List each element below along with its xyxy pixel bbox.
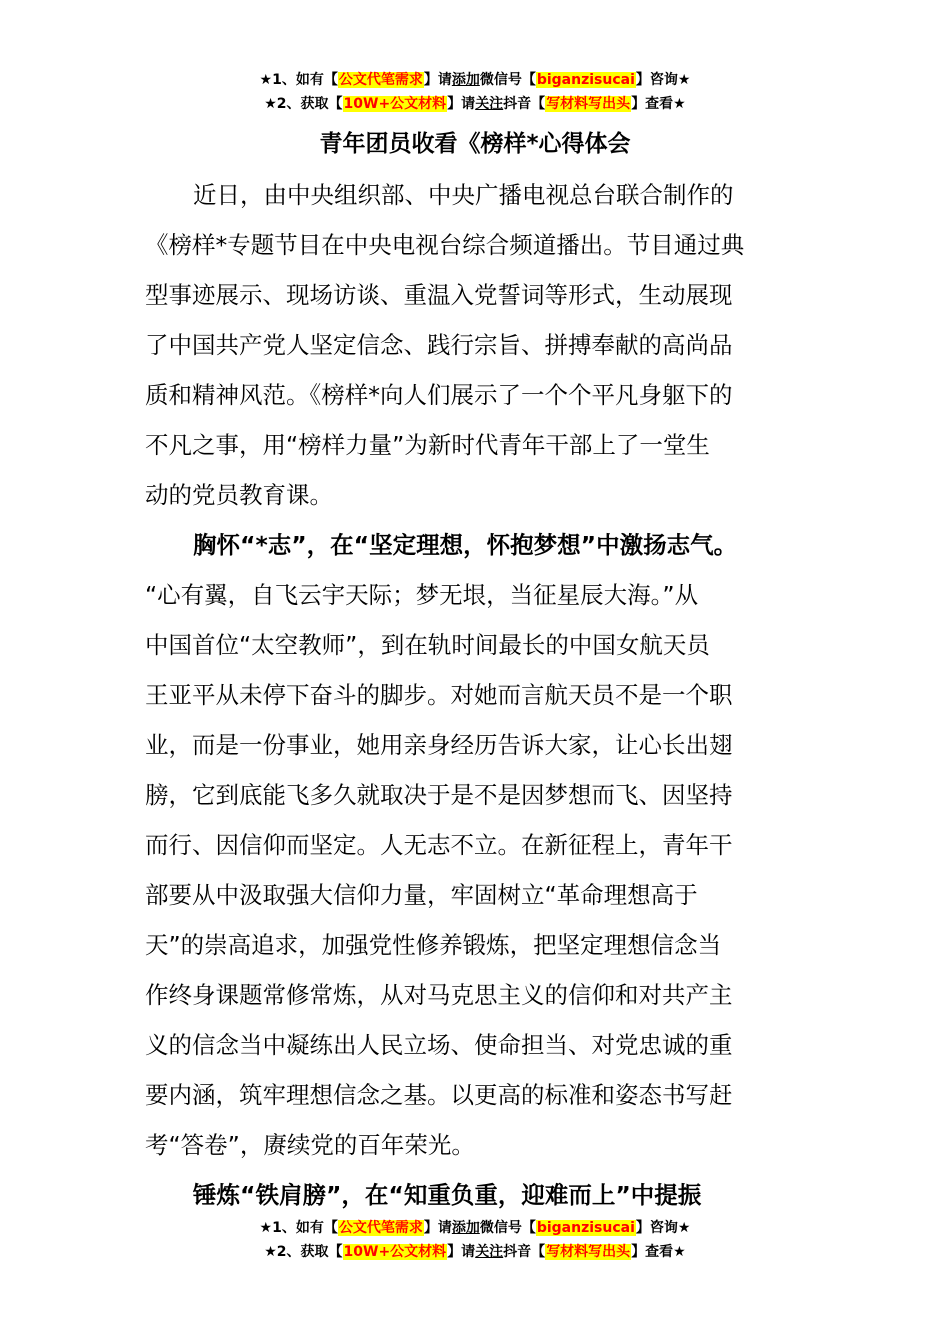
body-line: 近日，由中央组织部、中央广播电视总台联合制作的 — [193, 181, 734, 209]
banner-highlight: 写材料写出头 — [546, 96, 631, 112]
body-line: 而行、因信仰而坚定。人无志不立。在新征程上，青年干 — [145, 831, 733, 859]
banner-line-2 — [0, 1240, 950, 1264]
banner-text: 】请 — [447, 96, 476, 112]
header-banner — [0, 68, 950, 116]
banner-highlight: 公文代笔需求 — [338, 72, 423, 88]
banner-text: ★1、如有【 — [259, 72, 338, 88]
body-line: 作终身课题常修常炼，从对马克思主义的信仰和对共产主 — [145, 981, 733, 1009]
body-line: 王亚平从未停下奋斗的脚步。对她而言航天员不是一个职 — [145, 681, 733, 709]
banner-text: 微信号【 — [479, 72, 536, 88]
body-line: 质和精神风范。《榜样*向人们展示了一个个平凡身躯下的 — [145, 381, 733, 409]
body-line: 动的党员教育课。 — [145, 481, 333, 509]
banner-line-1 — [0, 1216, 950, 1240]
banner-line-1 — [0, 68, 950, 92]
body-line: 膀，它到底能飞多久就取决于是不是因梦想而飞、因坚持 — [145, 781, 733, 809]
banner-highlight: biganzisucai — [536, 1220, 635, 1236]
banner-text: 】请 — [447, 1244, 476, 1260]
banner-text: 微信号【 — [479, 1220, 536, 1236]
banner-underline: 关注 — [475, 1244, 504, 1260]
banner-underline: 添加 — [451, 1220, 480, 1236]
banner-highlight: biganzisucai — [536, 72, 635, 88]
body-line: 考“答卷”，赓续党的百年荣光。 — [145, 1131, 475, 1159]
banner-text: 抖音【 — [503, 96, 546, 112]
body-line: 业，而是一份事业，她用亲身经历告诉大家，让心长出翅 — [145, 731, 733, 759]
section-heading: 胸怀“*志”，在“坚定理想，怀抱梦想”中激扬志气。 — [193, 531, 738, 559]
section-heading: 锤炼“铁肩膀”，在“知重负重，迎难而上”中提振 — [193, 1181, 702, 1209]
banner-text: 】查看★ — [631, 1244, 686, 1260]
footer-banner — [0, 1216, 950, 1264]
body-line: 型事迹展示、现场访谈、重温入党誓词等形式，生动展现 — [145, 281, 733, 309]
banner-text: 】咨询★ — [635, 72, 691, 88]
body-line: 义的信念当中凝练出人民立场、使命担当、对党忠诚的重 — [145, 1031, 733, 1059]
banner-text: 】请 — [423, 1220, 452, 1236]
banner-text: ★1、如有【 — [259, 1220, 338, 1236]
banner-underline: 添加 — [451, 72, 480, 88]
body-line: “心有翼，自飞云宇天际；梦无垠，当征星辰大海。”从 — [145, 581, 699, 609]
banner-line-2 — [0, 92, 950, 116]
banner-text: ★2、获取【 — [264, 96, 343, 112]
body-line: 要内涵，筑牢理想信念之基。以更高的标准和姿态书写赶 — [145, 1081, 733, 1109]
banner-highlight: 写材料写出头 — [546, 1244, 631, 1260]
banner-text: 】请 — [423, 72, 452, 88]
body-line: 天”的崇高追求，加强党性修养锻炼，把坚定理想信念当 — [145, 931, 722, 959]
body-line: 《榜样*专题节目在中央电视台综合频道播出。节目通过典 — [145, 231, 745, 259]
body-line: 了中国共产党人坚定信念、践行宗旨、拼搏奉献的高尚品 — [145, 331, 733, 359]
banner-highlight: 10W+公文材料 — [343, 1244, 447, 1260]
document-body — [145, 170, 810, 1220]
banner-highlight: 10W+公文材料 — [343, 96, 447, 112]
banner-text: 】查看★ — [631, 96, 686, 112]
body-line: 不凡之事，用“榜样力量”为新时代青年干部上了一堂生 — [145, 431, 710, 459]
document-title: 青年团员收看《榜样*心得体会 — [319, 131, 631, 157]
banner-text: ★2、获取【 — [264, 1244, 343, 1260]
body-line: 中国首位“太空教师”，到在轨时间最长的中国女航天员 — [145, 631, 710, 659]
body-line: 部要从中汲取强大信仰力量，牢固树立“革命理想高于 — [145, 881, 698, 909]
banner-text: 】咨询★ — [635, 1220, 691, 1236]
banner-highlight: 公文代笔需求 — [338, 1220, 423, 1236]
banner-underline: 关注 — [475, 96, 504, 112]
banner-text: 抖音【 — [503, 1244, 546, 1260]
